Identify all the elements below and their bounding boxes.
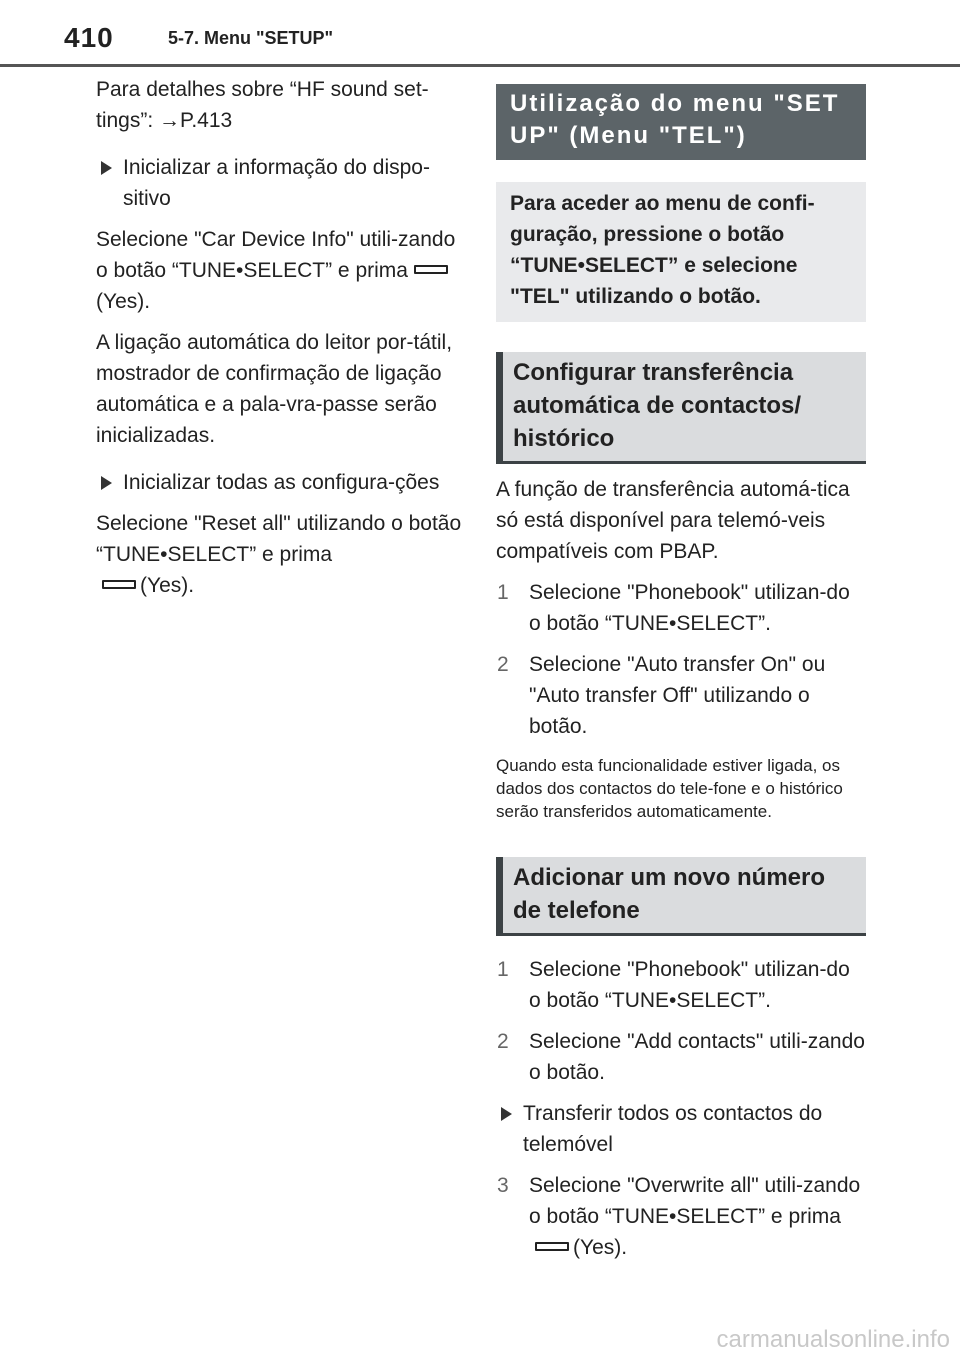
triangle-bullet-icon	[501, 1107, 512, 1121]
subheading-transfer-all: Transferir todos os contactos do telemóvel	[496, 1098, 866, 1160]
reference-page-link[interactable]: P.413	[180, 109, 233, 132]
step-number: 3	[497, 1174, 509, 1197]
section-header-auto-transfer: Configurar transferência automática de contactos/ histórico	[496, 352, 866, 464]
auto-transfer-intro: A função de transferência automá-tica só está disponível para telemó-veis compatíveis com PBAP.	[496, 478, 850, 563]
step-item: 1 Selecione "Phonebook" utilizan-do o botão “TUNE•SELECT”.	[496, 577, 866, 639]
watermark: carmanualsonline.info	[716, 1326, 950, 1353]
reset-all-instruction: Selecione "Reset all" utilizando o botão “TUNE•SELECT” e prima (Yes).	[96, 512, 462, 597]
step-number: 2	[497, 1030, 509, 1053]
access-info-text: Para aceder ao menu de confi-guração, pressione o botão “TUNE•SELECT” e selecione "TEL" utilizando o botão.	[510, 192, 815, 308]
page-number: 410	[64, 22, 114, 53]
triangle-bullet-icon	[101, 476, 112, 490]
subheading-reset-all: Inicializar todas as configura-ções	[96, 467, 464, 498]
button-key-icon	[535, 1242, 569, 1251]
left-column	[96, 74, 464, 601]
step-item: 2 Selecione "Auto transfer On" ou "Auto transfer Off" utilizando o botão.	[496, 649, 866, 742]
button-key-icon	[414, 265, 448, 274]
triangle-bullet-icon	[101, 161, 112, 175]
reference-arrow-icon: →	[159, 109, 181, 132]
step-number: 1	[497, 958, 509, 981]
section-title: 5-7. Menu "SETUP"	[168, 28, 334, 48]
device-info-description: A ligação automática do leitor por-tátil, mostrador de confirmação de ligação automática e a pala-vra-passe serão inicializadas.	[96, 331, 453, 447]
step-number: 1	[497, 581, 509, 604]
step-item: 3 Selecione "Overwrite all" utili-zando o botão “TUNE•SELECT” e prima(Yes).	[496, 1170, 866, 1263]
hf-sound-reference: Para detalhes sobre “HF sound set-tings”: →P.413	[96, 78, 429, 132]
step-number: 2	[497, 653, 509, 676]
button-key-icon	[102, 580, 136, 589]
device-info-instruction: Selecione "Car Device Info" utili-zando o botão “TUNE•SELECT” e prima(Yes).	[96, 228, 456, 313]
step-item: 2 Selecione "Add contacts" utili-zando o botão.	[496, 1026, 866, 1088]
header-rule	[0, 64, 960, 67]
right-column	[496, 74, 866, 1273]
access-info-box	[496, 182, 866, 322]
main-section-header: Utilização do menu "SET UP" (Menu "TEL")	[496, 84, 866, 160]
section-header-add-number: Adicionar um novo número de telefone	[496, 857, 866, 936]
step-item: 1 Selecione "Phonebook" utilizan-do o botão “TUNE•SELECT”.	[496, 954, 866, 1016]
subheading-device-info: Inicializar a informação do dispo-sitivo	[96, 152, 464, 214]
auto-transfer-note: Quando esta funcionalidade estiver ligada, os dados dos contactos do tele-fone e o histórico serão transferidos automaticamente.	[496, 756, 843, 821]
